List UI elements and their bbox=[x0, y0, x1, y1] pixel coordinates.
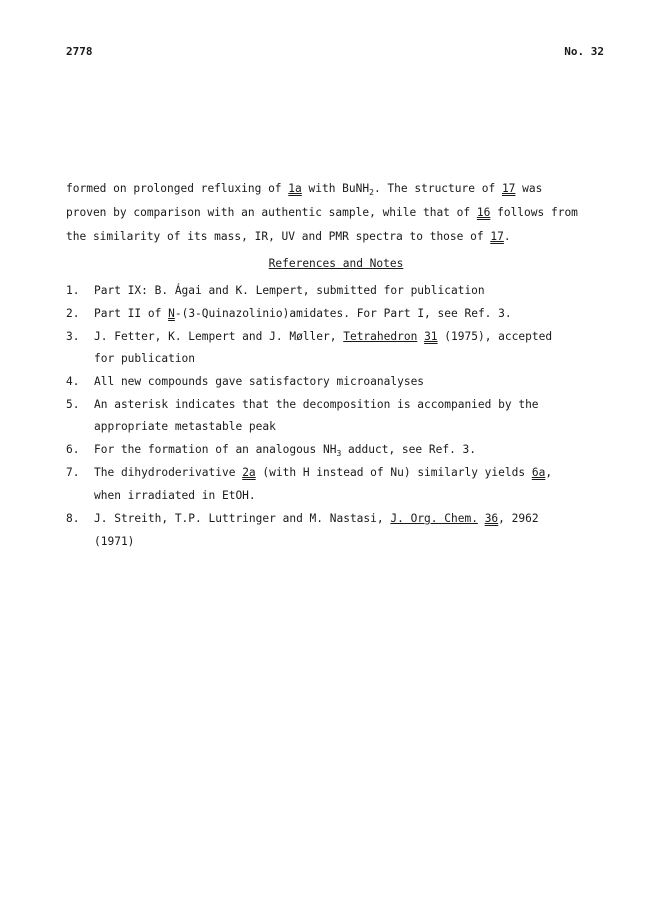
compound-ref: 1a bbox=[288, 182, 302, 195]
reference-text bbox=[94, 443, 606, 457]
text-run: (with H instead of Nu) similarly yields bbox=[255, 466, 532, 479]
text-run: , 2962 bbox=[498, 512, 539, 525]
reference-text bbox=[94, 512, 606, 526]
subscript: 3 bbox=[336, 449, 342, 459]
reference-text: (1971) bbox=[94, 535, 135, 548]
reference-text bbox=[94, 307, 606, 321]
text-run: adduct, see Ref. 3. bbox=[341, 443, 477, 456]
text-run: -(3-Quinazolinio)amidates. For Part I, see Ref. 3. bbox=[174, 307, 512, 320]
text-run: . bbox=[503, 230, 511, 243]
reference-text: when irradiated in EtOH. bbox=[94, 489, 256, 502]
text-run: formed on prolonged refluxing of bbox=[66, 182, 289, 195]
reference-number: 3. bbox=[66, 330, 80, 343]
journal-name: Tetrahedron bbox=[343, 330, 418, 343]
text-run: follows from bbox=[490, 206, 578, 219]
text-run: J. Fetter, K. Lempert and J. Møller, bbox=[94, 330, 344, 343]
references-heading-text: References and Notes bbox=[268, 257, 404, 270]
text-run: (1975), accepted bbox=[437, 330, 553, 343]
reference-number: 5. bbox=[66, 398, 80, 411]
paragraph-line-3 bbox=[66, 230, 606, 244]
reference-number: 4. bbox=[66, 375, 80, 388]
compound-ref: 16 bbox=[476, 206, 491, 219]
reference-text: An asterisk indicates that the decomposition is accompanied by the bbox=[94, 398, 539, 411]
compound-ref: 6a bbox=[531, 466, 546, 479]
references-heading bbox=[0, 257, 672, 270]
text-run: proven by comparison with an authentic sample, while that of bbox=[66, 206, 477, 219]
journal-issue: No. 32 bbox=[564, 45, 604, 58]
journal-name: J. Org. Chem. bbox=[390, 512, 478, 525]
compound-ref: 17 bbox=[490, 230, 504, 243]
text-run: Part II of bbox=[94, 307, 169, 320]
text-run: with BuNH bbox=[301, 182, 370, 195]
reference-number: 2. bbox=[66, 307, 80, 320]
italic-n: N bbox=[168, 307, 175, 320]
compound-ref: 2a bbox=[242, 466, 256, 479]
text-run: The dihydroderivative bbox=[94, 466, 243, 479]
text-run: For the formation of an analogous NH bbox=[94, 443, 337, 456]
reference-number: 8. bbox=[66, 512, 80, 525]
reference-number: 6. bbox=[66, 443, 80, 456]
volume: 36 bbox=[484, 512, 499, 525]
subscript: 2 bbox=[369, 188, 374, 198]
text-run: the similarity of its mass, IR, UV and PMR spectra to those of bbox=[66, 230, 491, 243]
text-run: , bbox=[545, 466, 553, 479]
page-number: 2778 bbox=[66, 45, 93, 58]
reference-text bbox=[94, 466, 606, 480]
paragraph-line-1 bbox=[66, 182, 606, 196]
compound-ref: 17 bbox=[501, 182, 516, 195]
reference-text: All new compounds gave satisfactory microanalyses bbox=[94, 375, 425, 388]
text-run: was bbox=[515, 182, 543, 195]
reference-number: 7. bbox=[66, 466, 80, 479]
text-run: J. Streith, T.P. Luttringer and M. Nastasi, bbox=[94, 512, 391, 525]
volume: 31 bbox=[424, 330, 438, 343]
reference-text: appropriate metastable peak bbox=[94, 420, 276, 433]
reference-text bbox=[94, 330, 606, 344]
reference-text: Part IX: B. Ágai and K. Lempert, submitted for publication bbox=[94, 284, 485, 297]
paragraph-line-2 bbox=[66, 206, 606, 220]
reference-number: 1. bbox=[66, 284, 80, 297]
reference-text: for publication bbox=[94, 352, 196, 365]
text-run: . The structure of bbox=[373, 182, 502, 195]
